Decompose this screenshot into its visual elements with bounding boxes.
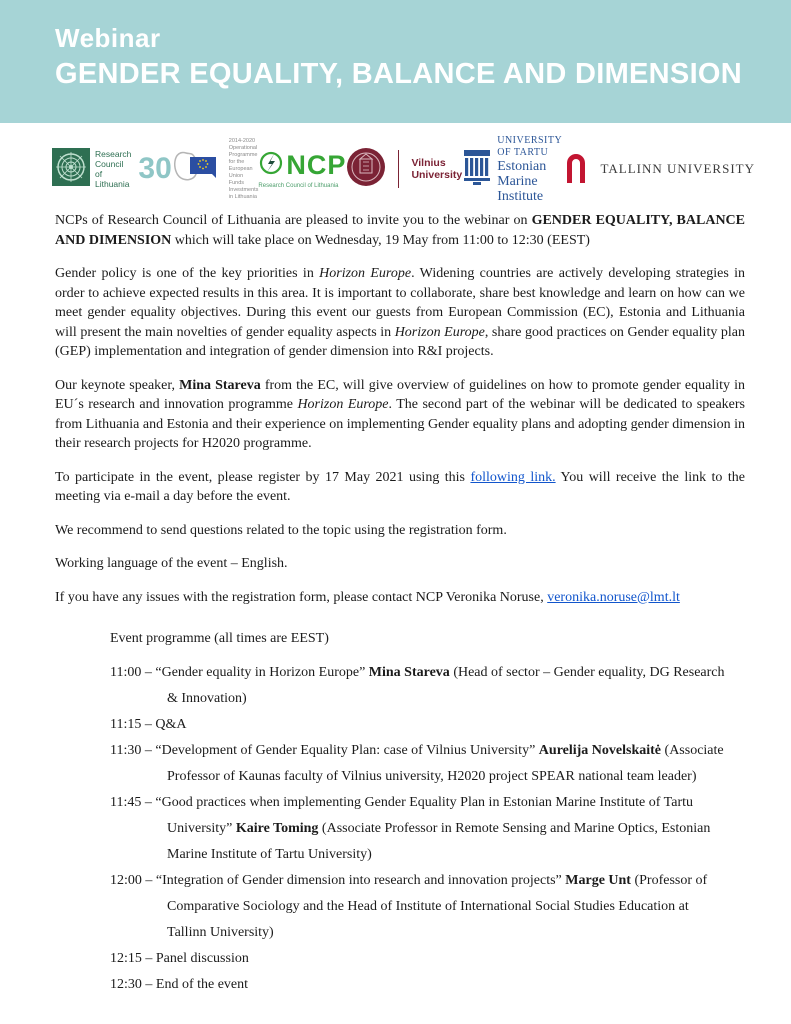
- programme-item: [110, 660, 728, 712]
- logo-university-of-tartu: [462, 135, 563, 204]
- text-run: We recommend to send questions related to the topic using the registration form.: [55, 522, 507, 538]
- text-run: , share good practices on Gender equality plan (GEP) implementation and integration of gender dimension into R&I projects.: [55, 324, 746, 359]
- email-link[interactable]: veronika.noruse@lmt.lt: [547, 589, 680, 605]
- paragraph: [55, 521, 745, 541]
- programme-item: [110, 946, 728, 972]
- paragraph: [55, 554, 745, 574]
- logo-eu-operational-programme: [172, 138, 259, 201]
- italic-text: Horizon Europe: [319, 266, 412, 281]
- text-run: (Associate Professor of Kaunas faculty of Vilnius university, H2020 project SPEAR national team leader): [167, 743, 724, 784]
- bold-text: Kaire Toming: [235, 821, 319, 836]
- ncp-swirl-icon: [258, 150, 284, 181]
- programme-heading: Event programme (all times are EEST): [110, 631, 329, 646]
- paragraph: [55, 264, 745, 362]
- vilnius-university-label: Vilnius University: [411, 157, 463, 181]
- tallinn-university-label: TALLINN UNIVERSITY: [600, 161, 755, 176]
- text-run: You will receive the link to the meeting via e-mail a day before the event.: [55, 469, 745, 504]
- italic-text: Horizon Europe: [297, 397, 389, 412]
- text-run: To participate in the event, please register by 17 May 2021 using this: [55, 469, 471, 485]
- paragraph: [55, 588, 745, 608]
- programme-item: [110, 712, 728, 738]
- text-run: Gender policy is one of the key priorities in: [55, 266, 320, 281]
- text-run: Working language of the event – English.: [55, 556, 288, 571]
- research-council-lithuania-icon: [52, 148, 90, 191]
- text-run: If you have any issues with the registration form, please contact NCP Veronika Noruse,: [55, 589, 548, 605]
- text-run: . Widening countries are actively developing strategies in order to achieve expected results in this area. It is important to collaborate, share best knowledge and learn on how can we meet gender equality objectives. During this event our guests from European Commission (EC), Estonia and Lithuania will present the main novelties of gender equality aspects in: [55, 266, 745, 340]
- text-run: (Professor of Comparative Sociology and the Head of Institute of International Social Studies Education at Tallinn University): [167, 873, 708, 940]
- header-banner: [0, 0, 791, 123]
- paragraph: [55, 376, 745, 454]
- text-run: 11:00 – “Gender equality in Horizon Europe”: [110, 665, 369, 680]
- text-run: 11:15 – Q&A: [110, 717, 187, 732]
- vilnius-university-seal-icon: [346, 147, 386, 192]
- programme-item: [110, 738, 728, 790]
- text-run: NCPs of Research Council of Lithuania are pleased to invite you to the webinar on: [55, 213, 532, 228]
- text-run: 12:30 – End of the event: [110, 977, 249, 992]
- logo-ncp: [258, 150, 346, 189]
- programme-item: [110, 790, 728, 868]
- university-of-tartu-label: UNIVERSITY OF TARTU Estonian Marine Institute: [497, 134, 562, 204]
- rcl-30-badge: 30: [138, 152, 172, 185]
- logos-row: [52, 134, 755, 204]
- tallinn-arch-icon: [563, 149, 589, 190]
- banner-subtitle: Webinar: [55, 23, 161, 53]
- banner-title: GENDER EQUALITY, BALANCE AND DIMENSION: [55, 58, 743, 90]
- ncp-caption: Research Council of Lithuania: [258, 182, 339, 189]
- bold-text: Aurelija Novelskaitė: [538, 743, 662, 758]
- programme-item: [110, 868, 728, 946]
- document-body: [55, 211, 745, 607]
- text-run: . The second part of the webinar will be dedicated to speakers from Lithuania and Estonia and their experience on implementing Gender equality plans and adopting gender dimension in their research projects for H2020 programme.: [55, 397, 746, 451]
- text-run: 11:30 – “Development of Gender Equality Plan: case of Vilnius University”: [110, 743, 539, 758]
- tartu-building-icon: [462, 148, 492, 191]
- text-run: (Associate Professor in Remote Sensing and Marine Optics, Estonian Marine Institute of Tartu University): [167, 821, 711, 862]
- research-council-lithuania-label: Research Council of Lithuania: [95, 149, 132, 189]
- text-run: 12:15 – Panel discussion: [110, 951, 249, 966]
- logo-vilnius-university: [346, 147, 462, 192]
- bold-text: Marge Unt: [565, 873, 631, 888]
- logo-research-council-lithuania: [52, 148, 172, 191]
- event-programme: [110, 629, 745, 998]
- text-run: from the EC, will give overview of guidelines on how to promote gender equality in EU´s research and innovation programme: [55, 377, 745, 412]
- ncp-label: NCP: [286, 149, 347, 180]
- bold-text: Mina Stareva: [179, 377, 261, 393]
- text-run: 12:00 – “Integration of Gender dimension into research and innovation projects”: [110, 873, 566, 888]
- text-run: which will take place on Wednesday, 19 May from 11:00 to 12:30 (EEST): [171, 232, 590, 248]
- italic-text: Horizon Europe: [394, 324, 485, 340]
- text-run: (Head of sector – Gender equality, DG Research & Innovation): [167, 665, 725, 706]
- eu-programme-caption: 2014-2020 Operational Programme for the European Union Funds Investments in Lithuania: [228, 137, 259, 200]
- eu-flag-icon: [172, 147, 224, 192]
- paragraph: [55, 211, 745, 250]
- registration-link[interactable]: following link.: [470, 469, 556, 485]
- paragraph: [55, 468, 745, 507]
- programme-list: [110, 660, 728, 998]
- logo-tallinn-university: [563, 149, 755, 190]
- bold-text: GENDER EQUALITY, BALANCE AND DIMENSION: [55, 213, 746, 248]
- programme-item: [110, 972, 728, 998]
- vilnius-logo-divider: [398, 150, 399, 188]
- bold-text: Mina Stareva: [368, 665, 450, 680]
- text-run: Our keynote speaker,: [55, 377, 180, 393]
- text-run: 11:45 – “Good practices when implementing Gender Equality Plan in Estonian Marine Institute of Tartu University”: [110, 795, 693, 836]
